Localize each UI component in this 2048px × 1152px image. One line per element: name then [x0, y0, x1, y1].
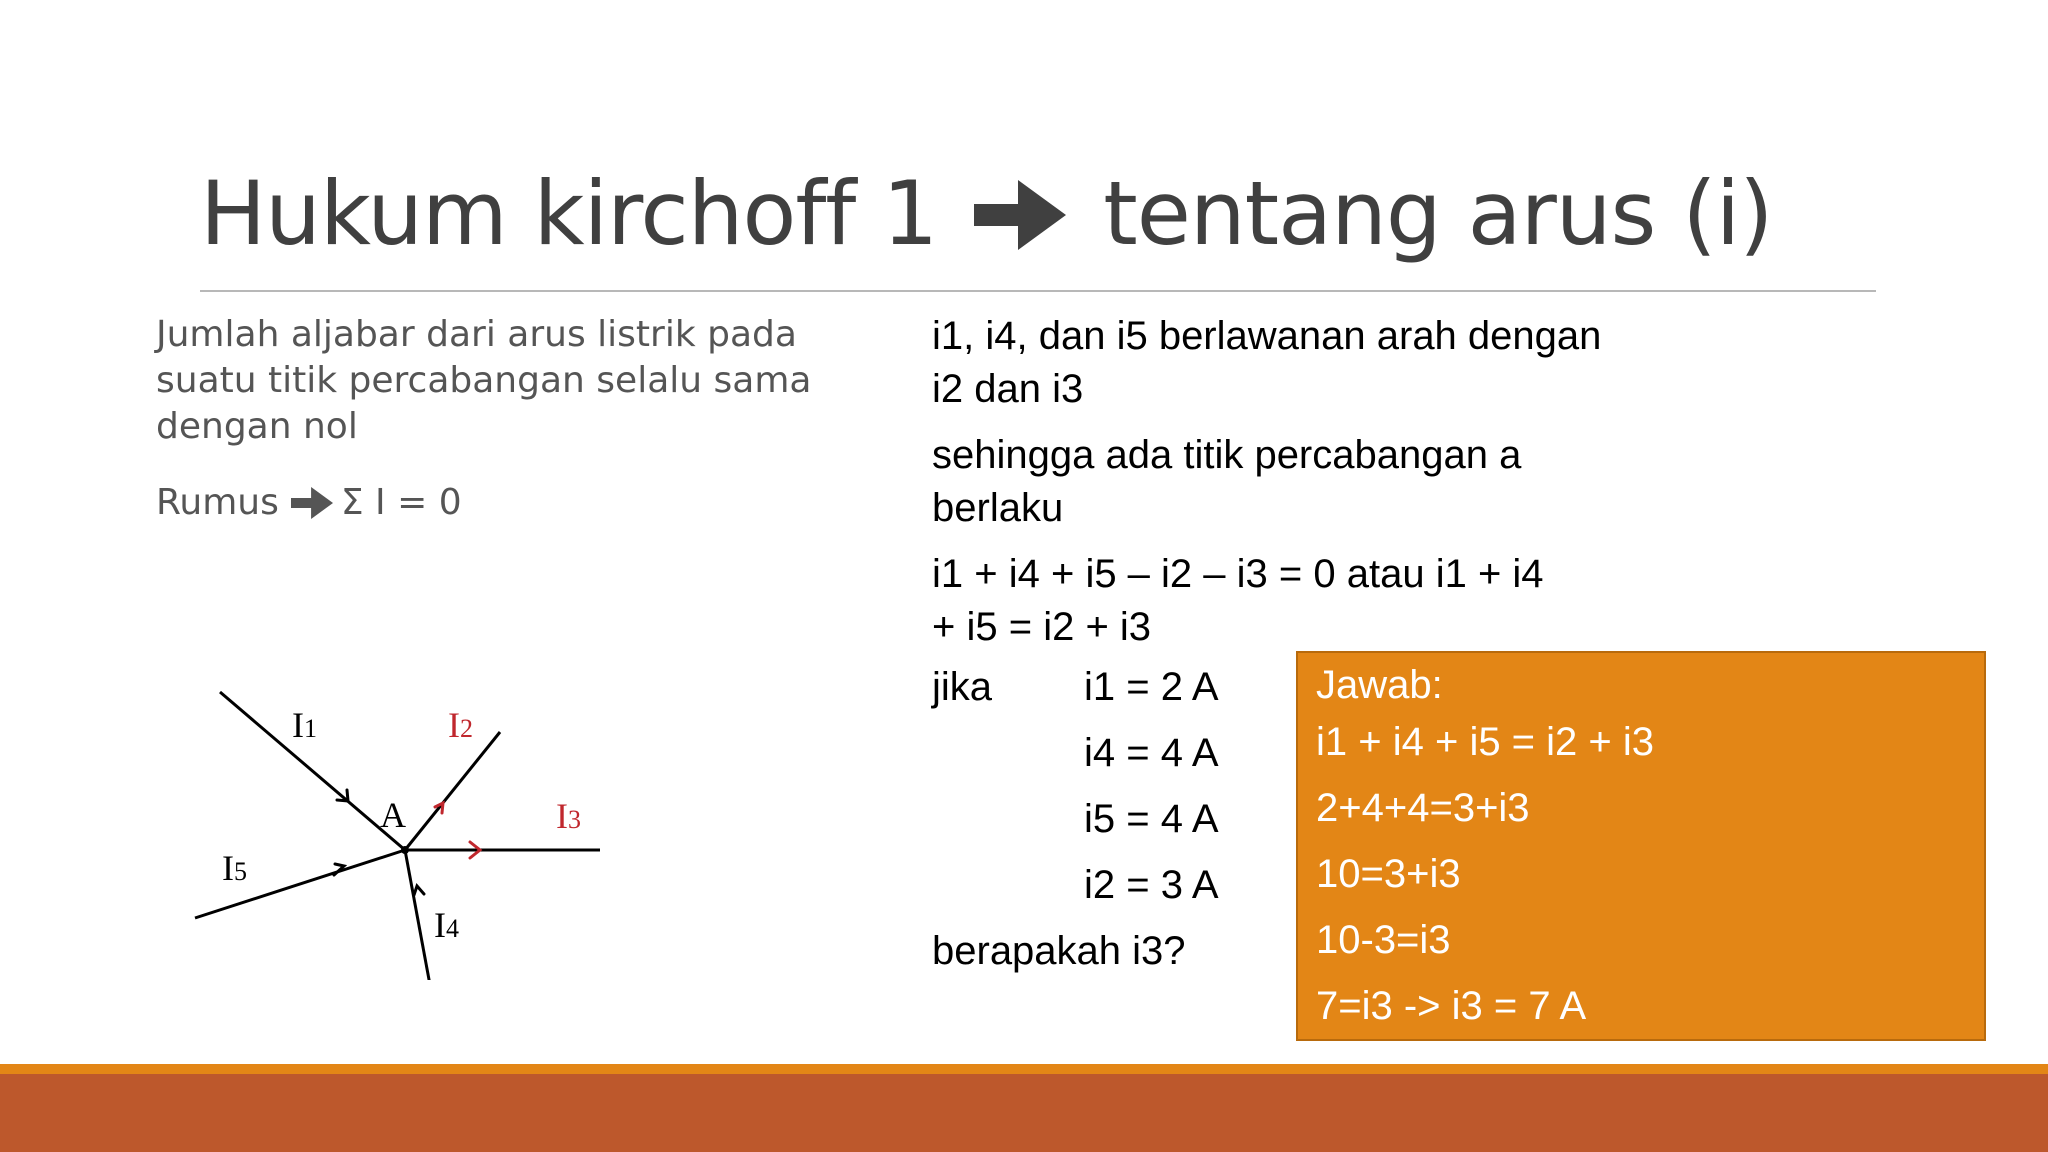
question-text: berapakah i3?: [932, 929, 1186, 973]
junction-diagram: [180, 680, 620, 980]
definition-text: Jumlah aljabar dari arus listrik pada suatu titik percabangan selalu sama dengan nol: [156, 314, 812, 447]
footer-bar: [0, 1074, 2048, 1152]
answer-line: 7=i3 -> i3 = 7 A: [1316, 984, 1587, 1028]
formula-line: [156, 480, 896, 526]
given-label: jika: [932, 665, 993, 709]
current-label-i1: I1: [292, 705, 317, 745]
given-value: i4 = 4 A: [1084, 731, 1219, 775]
current-label-i5: I5: [222, 848, 247, 888]
current-label-i2: I2: [448, 705, 473, 745]
answer-line: i1 + i4 + i5 = i2 + i3: [1316, 720, 1655, 764]
explanation-line: berlaku: [932, 486, 1064, 530]
right-arrow-icon: [974, 176, 1066, 264]
slide-title: [200, 162, 1773, 265]
equation-line: i1 + i4 + i5 – i2 – i3 = 0 atau i1 + i4: [932, 552, 1544, 596]
footer-accent-bar: [0, 1064, 2048, 1074]
current-label-i4: I4: [434, 905, 459, 945]
answer-line: 2+4+4=3+i3: [1316, 786, 1530, 830]
title-left: Hukum kirchoff 1: [200, 162, 938, 265]
answer-line: 10-3=i3: [1316, 918, 1451, 962]
left-column: [156, 312, 896, 526]
node-label: A: [380, 795, 406, 835]
given-value: i5 = 4 A: [1084, 797, 1219, 841]
right-arrow-icon: [291, 487, 333, 519]
answer-title: Jawab:: [1316, 663, 1443, 707]
given-value: i1 = 2 A: [1084, 665, 1219, 709]
explanation-line: i2 dan i3: [932, 367, 1084, 411]
formula-text: Σ I = 0: [340, 482, 462, 523]
formula-label: Rumus: [156, 482, 279, 523]
answer-box: [1296, 651, 1986, 1041]
current-label-i3: I3: [556, 796, 581, 836]
given-value: i2 = 3 A: [1084, 863, 1219, 907]
title-divider: [200, 290, 1876, 292]
equation-line: + i5 = i2 + i3: [932, 605, 1152, 649]
explanation-line: sehingga ada titik percabangan a: [932, 433, 1522, 477]
answer-line: 10=3+i3: [1316, 852, 1461, 896]
title-right: tentang arus (i): [1103, 162, 1773, 265]
explanation-line: i1, i4, dan i5 berlawanan arah dengan: [932, 314, 1602, 358]
